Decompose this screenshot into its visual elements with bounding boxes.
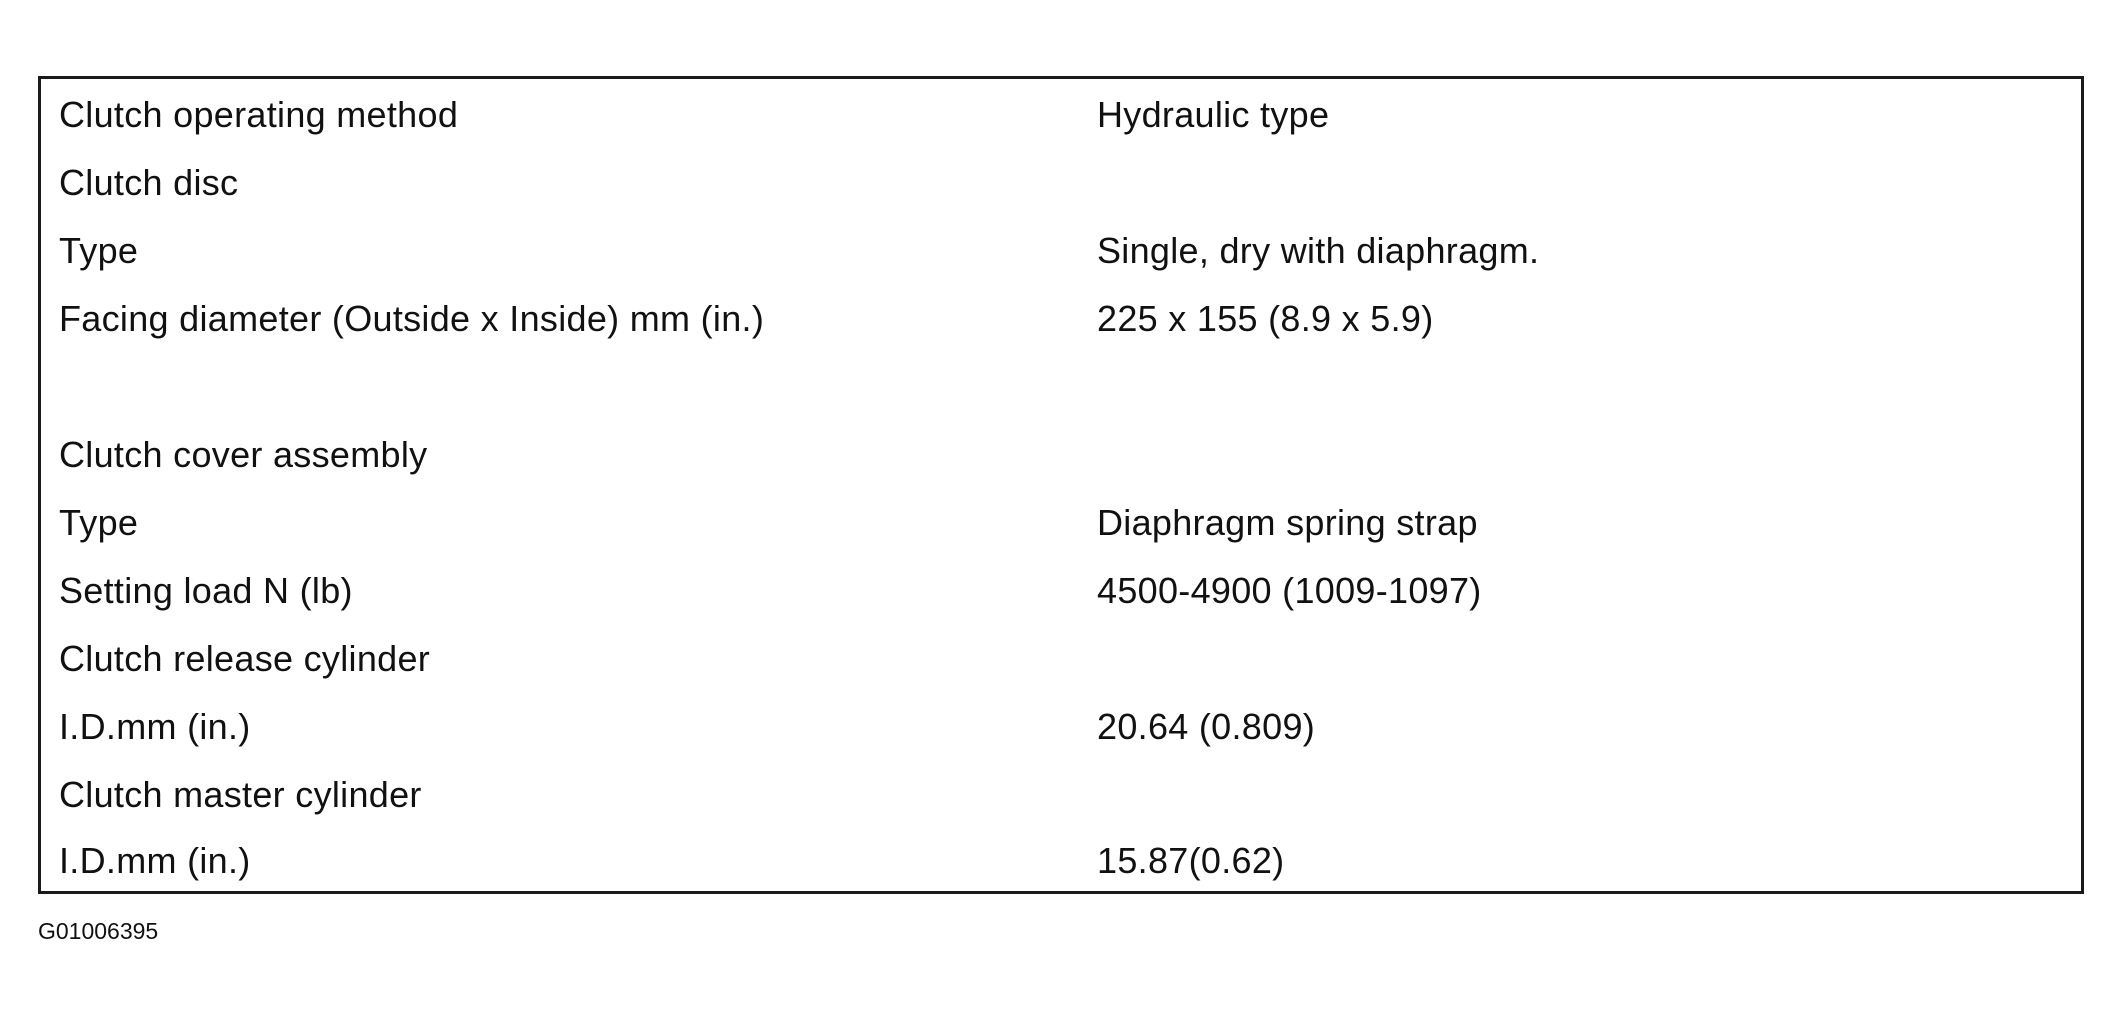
row-label: I.D.mm (in.) (59, 840, 251, 881)
row-value: Diaphragm spring strap (1097, 502, 1478, 543)
table-row (41, 149, 2081, 217)
table-row (41, 693, 2081, 761)
row-value: Single, dry with diaphragm. (1097, 230, 1540, 271)
row-label: Facing diameter (Outside x Inside) mm (in.) (59, 298, 765, 339)
figure-id: G01006395 (38, 918, 159, 944)
row-label: Setting load N (lb) (59, 570, 353, 611)
table-row (41, 827, 2081, 895)
row-label: Type (59, 502, 139, 543)
row-value: 15.87(0.62) (1097, 840, 1285, 881)
table-row (41, 285, 2081, 353)
row-label: I.D.mm (in.) (59, 706, 251, 747)
table-row (41, 81, 2081, 149)
spec-table (38, 76, 2084, 894)
row-value: 20.64 (0.809) (1097, 706, 1316, 747)
table-row (41, 217, 2081, 285)
row-label: Type (59, 230, 139, 271)
table-row (41, 761, 2081, 829)
table-row (41, 421, 2081, 489)
table-row (41, 625, 2081, 693)
table-row (41, 353, 2081, 421)
table-row (41, 557, 2081, 625)
row-label: Clutch disc (59, 162, 239, 203)
table-row (41, 489, 2081, 557)
row-value: Hydraulic type (1097, 94, 1330, 135)
row-value: 4500-4900 (1009-1097) (1097, 570, 1482, 611)
row-label: Clutch master cylinder (59, 774, 422, 815)
row-value: 225 x 155 (8.9 x 5.9) (1097, 298, 1434, 339)
row-label: Clutch operating method (59, 94, 459, 135)
row-label: Clutch cover assembly (59, 434, 428, 475)
row-label: Clutch release cylinder (59, 638, 431, 679)
